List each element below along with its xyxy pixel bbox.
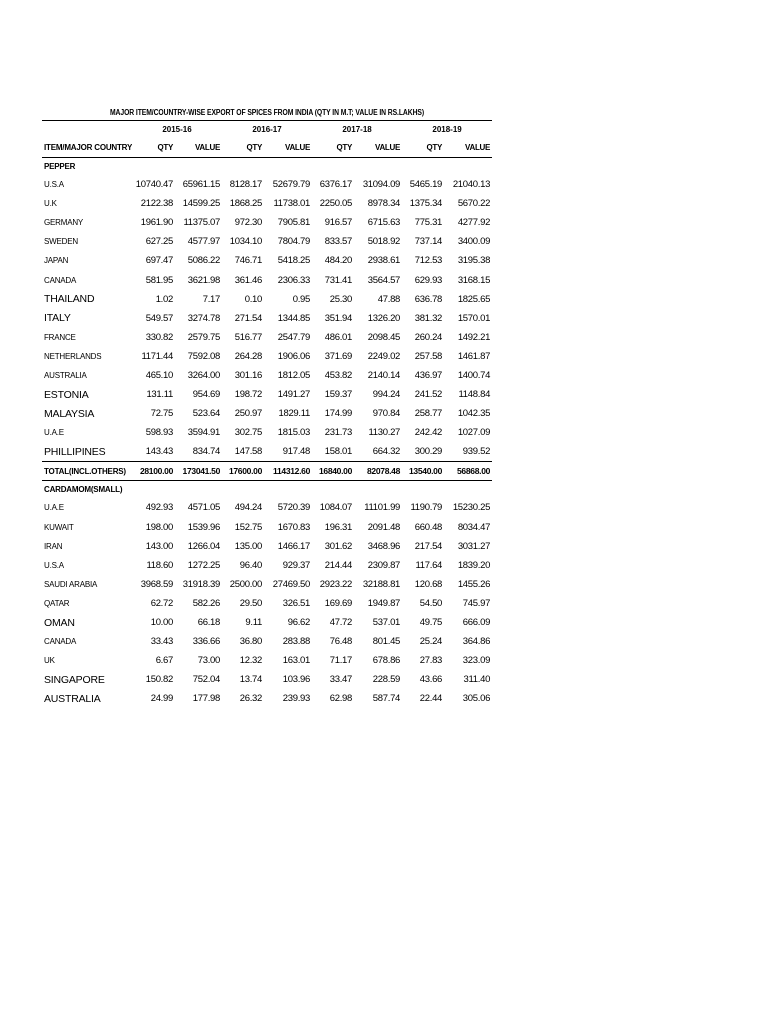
qty-column-header: QTY [402, 137, 444, 158]
country-name: IRAN [44, 541, 63, 551]
value-cell: 939.52 [462, 446, 491, 458]
value-cell: 1466.17 [277, 540, 311, 552]
qty-cell: 72.75 [150, 408, 173, 420]
value-cell: 1130.27 [368, 427, 401, 439]
qty-cell: 135.00 [234, 540, 263, 552]
value-cell: 1670.83 [277, 521, 311, 533]
table-row [42, 537, 492, 556]
qty-cell: 143.43 [145, 446, 173, 458]
qty-cell: 549.57 [145, 312, 173, 324]
section-title: PEPPER [44, 162, 76, 171]
qty-cell: 47.72 [329, 617, 353, 629]
value-cell: 239.93 [282, 693, 311, 705]
item-column-header: ITEM/MAJOR COUNTRY [42, 137, 132, 158]
value-cell: 2309.87 [367, 559, 401, 571]
country-name: U.A.E [44, 428, 64, 438]
total-row [42, 462, 492, 481]
qty-cell: 746.71 [234, 255, 263, 267]
qty-cell: 301.62 [324, 540, 353, 552]
value-cell: 11375.07 [183, 217, 221, 229]
qty-cell: 361.46 [234, 274, 263, 286]
value-cell: 3264.00 [187, 369, 221, 381]
qty-cell: 49.75 [419, 617, 443, 629]
qty-column-header: QTY [222, 137, 264, 158]
value-cell: 1455.26 [457, 578, 491, 590]
value-cell: 1344.85 [277, 312, 311, 324]
year-header-row [42, 121, 492, 137]
table-row [42, 366, 492, 385]
qty-cell: 1034.10 [229, 236, 263, 248]
country-name: UK [44, 656, 55, 666]
value-cell: 745.97 [462, 597, 491, 609]
qty-cell: 150.82 [145, 674, 173, 686]
value-cell: 664.32 [372, 446, 401, 458]
country-name: ESTONIA [44, 388, 89, 401]
qty-cell: 27.83 [419, 655, 443, 667]
qty-cell: 152.75 [234, 521, 263, 533]
value-cell: 7.17 [202, 293, 221, 305]
qty-cell: 257.58 [414, 350, 443, 362]
qty-cell: 2923.22 [319, 578, 353, 590]
qty-cell: 627.25 [145, 236, 173, 248]
year-label: 2018-19 [432, 124, 462, 134]
value-cell: 2091.48 [367, 521, 401, 533]
qty-cell: 1171.44 [141, 350, 173, 362]
value-cell: 3031.27 [457, 540, 491, 552]
qty-cell: 214.44 [324, 559, 353, 571]
qty-cell: 96.40 [239, 559, 263, 571]
table-row [42, 442, 492, 462]
value-cell: 1812.05 [277, 369, 311, 381]
total-qty-cell: 13540.00 [402, 462, 444, 481]
value-cell: 0.95 [292, 293, 311, 305]
value-cell: 1906.06 [277, 350, 311, 362]
table-row [42, 518, 492, 537]
qty-cell: 833.57 [324, 236, 353, 248]
value-cell: 3564.57 [367, 274, 401, 286]
value-cell: 1539.96 [187, 521, 221, 533]
table-row [42, 194, 492, 213]
country-name: MALAYSIA [44, 407, 95, 420]
qty-cell: 71.17 [329, 655, 353, 667]
value-cell: 1570.01 [457, 312, 491, 324]
qty-cell: 36.80 [239, 636, 263, 648]
value-cell: 6715.63 [367, 217, 401, 229]
table-row [42, 232, 492, 251]
value-cell: 834.74 [192, 446, 221, 458]
qty-cell: 381.32 [414, 312, 443, 324]
table-body [42, 121, 492, 708]
value-cell: 1272.25 [187, 559, 221, 571]
value-cell: 3468.96 [367, 540, 401, 552]
value-cell: 3195.38 [457, 255, 491, 267]
country-name: PHILLIPINES [44, 445, 106, 458]
qty-cell: 1.02 [155, 293, 173, 305]
table-row [42, 328, 492, 347]
value-cell: 31918.39 [182, 578, 221, 590]
qty-cell: 25.30 [329, 293, 353, 305]
qty-cell: 13.74 [239, 674, 263, 686]
country-name: CANADA [44, 637, 77, 647]
country-name: SINGAPORE [44, 673, 105, 686]
value-cell: 2547.79 [277, 331, 311, 343]
table-row [42, 290, 492, 309]
value-cell: 228.59 [372, 674, 401, 686]
qty-cell: 1868.25 [229, 198, 263, 210]
qty-cell: 494.24 [234, 502, 263, 514]
year-label: 2015-16 [162, 124, 192, 134]
section-header-row [42, 158, 492, 176]
qty-cell: 581.95 [145, 274, 173, 286]
value-cell: 21040.13 [452, 179, 491, 191]
value-cell: 8034.47 [457, 521, 491, 533]
table-row [42, 613, 492, 632]
table-row [42, 689, 492, 708]
value-cell: 5018.92 [367, 236, 401, 248]
qty-cell: 1961.90 [140, 217, 173, 229]
value-cell: 5086.22 [187, 255, 221, 267]
value-cell: 2098.45 [367, 331, 401, 343]
qty-cell: 25.24 [419, 636, 443, 648]
value-cell: 1825.65 [457, 293, 491, 305]
total-qty-cell: 28100.00 [132, 462, 175, 481]
value-cell: 3594.91 [187, 427, 221, 439]
value-cell: 27469.50 [272, 578, 311, 590]
qty-cell: 198.00 [145, 521, 173, 533]
total-value-cell: 82078.48 [354, 462, 402, 481]
country-name: GERMANY [44, 218, 84, 228]
value-cell: 1266.04 [187, 540, 221, 552]
value-cell: 5418.25 [277, 255, 311, 267]
qty-cell: 302.75 [234, 427, 263, 439]
table-row [42, 251, 492, 270]
table-row [42, 423, 492, 442]
country-name: OMAN [44, 616, 75, 629]
qty-cell: 486.01 [324, 331, 353, 343]
value-cell: 537.01 [372, 617, 401, 629]
value-cell: 32188.81 [362, 578, 401, 590]
qty-cell: 10.00 [150, 617, 173, 629]
value-cell: 523.64 [192, 408, 221, 420]
qty-cell: 972.30 [234, 217, 263, 229]
qty-cell: 12.32 [239, 655, 263, 667]
qty-cell: 43.66 [419, 674, 443, 686]
qty-cell: 33.47 [329, 674, 353, 686]
qty-cell: 775.31 [414, 217, 443, 229]
qty-cell: 174.99 [324, 408, 353, 420]
qty-cell: 598.93 [145, 427, 173, 439]
total-value-cell: 56868.00 [444, 462, 492, 481]
value-cell: 994.24 [372, 389, 401, 401]
qty-cell: 147.58 [234, 446, 263, 458]
qty-cell: 660.48 [414, 521, 443, 533]
value-cell: 1839.20 [457, 559, 491, 571]
value-cell: 11101.99 [364, 502, 401, 514]
qty-cell: 241.52 [414, 389, 443, 401]
value-cell: 678.86 [372, 655, 401, 667]
value-cell: 283.88 [282, 636, 311, 648]
qty-cell: 120.68 [414, 578, 443, 590]
value-cell: 954.69 [192, 389, 221, 401]
country-name: U.S.A [44, 180, 64, 190]
country-name: U.K [44, 199, 57, 209]
value-cell: 929.37 [282, 559, 311, 571]
value-cell: 1326.20 [367, 312, 401, 324]
value-cell: 1042.35 [457, 408, 491, 420]
value-cell: 1492.21 [457, 331, 491, 343]
country-name: FRANCE [44, 332, 76, 342]
qty-cell: 196.31 [324, 521, 353, 533]
qty-cell: 217.54 [414, 540, 443, 552]
value-cell: 1461.87 [457, 350, 491, 362]
country-name: QATAR [44, 598, 70, 608]
country-name: AUSTRALIA [44, 692, 101, 705]
value-cell: 587.74 [372, 693, 401, 705]
qty-cell: 484.20 [324, 255, 353, 267]
qty-cell: 636.78 [414, 293, 443, 305]
country-name: AUSTRALIA [44, 370, 87, 380]
value-cell: 3168.15 [457, 274, 491, 286]
qty-cell: 33.43 [150, 636, 173, 648]
qty-cell: 258.77 [414, 408, 443, 420]
qty-cell: 62.72 [150, 597, 173, 609]
value-cell: 4571.05 [187, 502, 221, 514]
value-column-header: VALUE [175, 137, 222, 158]
table-row [42, 632, 492, 651]
export-table [42, 121, 492, 708]
qty-cell: 76.48 [329, 636, 353, 648]
qty-cell: 1190.79 [410, 502, 443, 514]
year-label: 2017-18 [342, 124, 372, 134]
qty-cell: 5465.19 [409, 179, 443, 191]
country-name: NETHERLANDS [44, 351, 102, 361]
table-row [42, 670, 492, 689]
country-name: JAPAN [44, 256, 69, 266]
qty-cell: 330.82 [145, 331, 173, 343]
table-row [42, 213, 492, 232]
value-cell: 3274.78 [187, 312, 221, 324]
value-cell: 7592.08 [187, 350, 221, 362]
qty-cell: 54.50 [419, 597, 443, 609]
value-cell: 4577.97 [187, 236, 221, 248]
value-cell: 73.00 [197, 655, 221, 667]
qty-cell: 453.82 [324, 369, 353, 381]
qty-cell: 62.98 [329, 693, 353, 705]
qty-cell: 2500.00 [229, 578, 263, 590]
value-cell: 5720.39 [277, 502, 311, 514]
qty-cell: 2122.38 [140, 198, 173, 210]
qty-cell: 300.29 [414, 446, 443, 458]
qty-cell: 29.50 [239, 597, 263, 609]
qty-cell: 159.37 [324, 389, 353, 401]
qty-cell: 492.93 [145, 502, 173, 514]
value-cell: 1829.11 [278, 408, 311, 420]
value-cell: 14599.25 [182, 198, 221, 210]
qty-cell: 260.24 [414, 331, 443, 343]
section-title: CARDAMOM(SMALL) [44, 485, 123, 495]
year-label: 2016-17 [252, 124, 282, 134]
table-row [42, 651, 492, 670]
value-cell: 2249.02 [367, 350, 401, 362]
value-cell: 1949.87 [367, 597, 401, 609]
value-cell: 364.86 [462, 636, 491, 648]
value-cell: 163.01 [282, 655, 311, 667]
qty-cell: 131.11 [146, 389, 173, 401]
value-cell: 1027.09 [457, 427, 491, 439]
value-cell: 326.51 [282, 597, 311, 609]
table-row [42, 556, 492, 575]
value-cell: 177.98 [192, 693, 221, 705]
value-cell: 52679.79 [272, 179, 311, 191]
qty-cell: 158.01 [324, 446, 353, 458]
qty-cell: 242.42 [414, 427, 443, 439]
qty-cell: 731.41 [324, 274, 353, 286]
table-row [42, 385, 492, 404]
value-cell: 103.96 [282, 674, 311, 686]
country-name: KUWAIT [44, 522, 74, 532]
table-row [42, 404, 492, 423]
total-label: TOTAL(INCL.OTHERS) [42, 462, 132, 481]
spices-export-sheet [42, 108, 492, 708]
qty-cell: 6376.17 [319, 179, 353, 191]
table-row [42, 270, 492, 289]
table-row [42, 575, 492, 594]
qty-cell: 629.93 [414, 274, 443, 286]
qty-cell: 0.10 [244, 293, 263, 305]
qty-cell: 10740.47 [135, 179, 173, 191]
qty-cell: 117.64 [415, 559, 443, 571]
value-column-header: VALUE [444, 137, 492, 158]
value-cell: 666.09 [462, 617, 491, 629]
value-cell: 2306.33 [277, 274, 311, 286]
value-cell: 311.40 [463, 674, 491, 686]
value-cell: 582.26 [192, 597, 221, 609]
qty-cell: 351.94 [324, 312, 353, 324]
qty-cell: 118.60 [146, 559, 173, 571]
country-name: U.A.E [44, 503, 64, 513]
total-qty-cell: 17600.00 [222, 462, 264, 481]
value-cell: 7905.81 [277, 217, 311, 229]
value-cell: 31094.09 [362, 179, 401, 191]
total-value-cell: 173041.50 [175, 462, 222, 481]
value-cell: 66.18 [197, 617, 221, 629]
qty-cell: 3968.59 [140, 578, 173, 590]
value-cell: 970.84 [372, 408, 401, 420]
value-cell: 801.45 [372, 636, 401, 648]
value-cell: 3621.98 [187, 274, 221, 286]
qty-cell: 371.69 [324, 350, 353, 362]
qty-column-header: QTY [312, 137, 354, 158]
qty-cell: 8128.17 [229, 179, 263, 191]
value-column-header: VALUE [264, 137, 312, 158]
value-cell: 47.88 [377, 293, 401, 305]
value-cell: 1148.84 [458, 389, 491, 401]
value-cell: 96.62 [287, 617, 311, 629]
value-cell: 917.48 [282, 446, 311, 458]
value-cell: 305.06 [462, 693, 491, 705]
value-cell: 323.09 [462, 655, 491, 667]
table-row [42, 309, 492, 328]
qty-cell: 697.47 [145, 255, 173, 267]
qty-cell: 916.57 [324, 217, 353, 229]
value-cell: 8978.34 [367, 198, 401, 210]
qty-cell: 6.67 [155, 655, 173, 667]
value-cell: 1400.74 [457, 369, 491, 381]
value-cell: 5670.22 [457, 198, 491, 210]
qty-cell: 436.97 [414, 369, 443, 381]
qty-cell: 24.99 [150, 693, 173, 705]
qty-column-header: QTY [132, 137, 175, 158]
table-row [42, 498, 492, 517]
qty-cell: 712.53 [414, 255, 443, 267]
table-row [42, 347, 492, 366]
value-column-header: VALUE [354, 137, 402, 158]
qty-cell: 143.00 [145, 540, 173, 552]
qty-cell: 1084.07 [319, 502, 353, 514]
qty-cell: 264.28 [234, 350, 263, 362]
value-cell: 65961.15 [182, 179, 221, 191]
country-name: THAILAND [44, 293, 95, 306]
value-cell: 752.04 [192, 674, 221, 686]
qty-cell: 301.16 [234, 369, 263, 381]
qty-cell: 2250.05 [319, 198, 353, 210]
value-cell: 2938.61 [367, 255, 401, 267]
total-value-cell: 114312.60 [264, 462, 312, 481]
value-cell: 3400.09 [457, 236, 491, 248]
value-cell: 1815.03 [277, 427, 311, 439]
value-cell: 2579.75 [187, 331, 221, 343]
country-name: ITALY [44, 312, 71, 325]
value-cell: 7804.79 [277, 236, 311, 248]
qty-cell: 22.44 [419, 693, 443, 705]
qty-cell: 271.54 [234, 312, 263, 324]
value-cell: 336.66 [192, 636, 221, 648]
qty-cell: 465.10 [145, 369, 173, 381]
qty-cell: 169.69 [324, 597, 353, 609]
qty-cell: 26.32 [239, 693, 263, 705]
table-row [42, 175, 492, 194]
qty-cell: 516.77 [234, 331, 263, 343]
value-cell: 2140.14 [367, 369, 401, 381]
column-header-row [42, 137, 492, 158]
qty-cell: 250.97 [234, 408, 263, 420]
value-cell: 11738.01 [273, 198, 311, 210]
value-cell: 15230.25 [452, 502, 491, 514]
value-cell: 4277.92 [457, 217, 491, 229]
qty-cell: 198.72 [234, 389, 263, 401]
table-row [42, 594, 492, 613]
country-name: U.S.A [44, 560, 64, 570]
country-name: SWEDEN [44, 237, 78, 247]
value-cell: 1491.27 [277, 389, 311, 401]
country-name: SAUDI ARABIA [44, 579, 98, 589]
total-qty-cell: 16840.00 [312, 462, 354, 481]
qty-cell: 231.73 [324, 427, 353, 439]
section-header-row [42, 481, 492, 499]
qty-cell: 9.11 [245, 617, 263, 629]
country-name: CANADA [44, 275, 77, 285]
qty-cell: 737.14 [414, 236, 443, 248]
table-title: MAJOR ITEM/COUNTRY-WISE EXPORT OF SPICES FROM INDIA (QTY IN M.T; VALUE IN RS.LAKHS) [109, 108, 425, 117]
qty-cell: 1375.34 [409, 198, 443, 210]
